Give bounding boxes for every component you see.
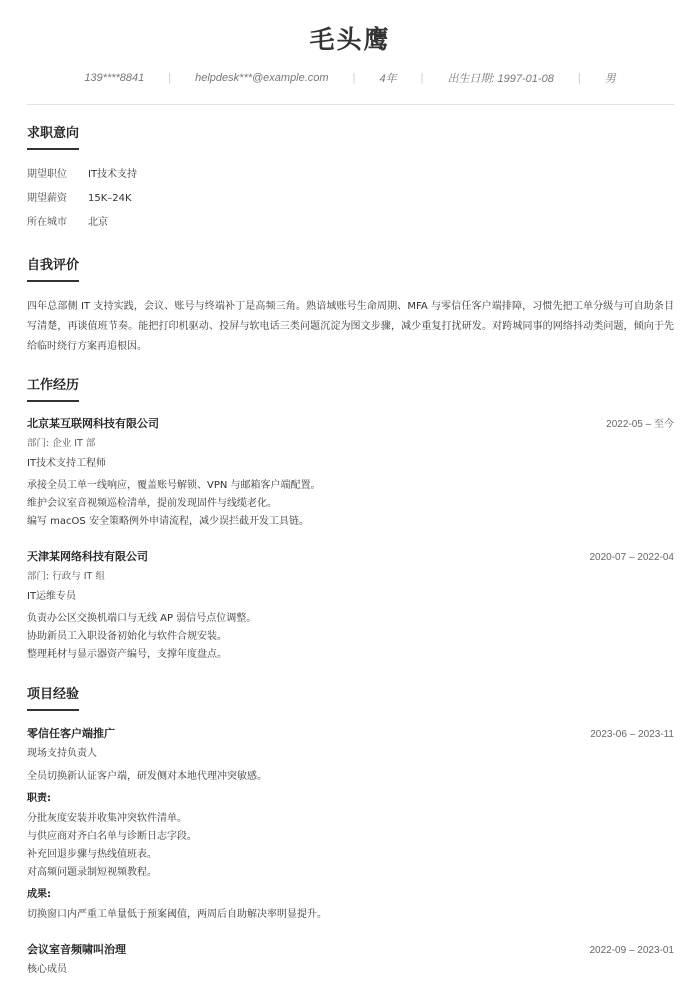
intent-label: 所在城市: [27, 217, 67, 228]
work-bullets: [27, 610, 256, 664]
project-result: 切换窗口内严重工单量低于预案阈值，两周后自助解决率明显提升。: [27, 909, 327, 920]
work-bullet: 协助新员工入职设备初始化与软件合规安装。: [27, 631, 227, 642]
work-role: IT技术支持工程师: [27, 458, 107, 469]
project-results: [27, 906, 327, 924]
work-company: 北京某互联网科技有限公司: [27, 417, 159, 430]
birth-date: 出生日期: 1997-01-08: [447, 73, 554, 85]
section-title-self-eval: 自我评价: [27, 258, 80, 273]
section-title-projects: 项目经验: [27, 687, 80, 702]
self-eval-text: 四年总部侧 IT 支持实践，会议、账号与终端补丁是高频三角。熟谙域账号生命周期、MFA 与零信任客户端排障，习惯先把工单分级与可自助条目写清楚，再谈值班节奏。能把打印机驱动、投屏与软电话三类问题沉淀为图文步骤，减少重复打扰研发。对跨城同事的网络抖动类问题，倾向于先给临时绕行方案再追根因。: [27, 301, 674, 352]
work-department: 部门: 企业 IT 部: [27, 438, 96, 449]
work-bullet: 承接全员工单一线响应，覆盖账号解锁、VPN 与邮箱客户端配置。: [27, 480, 321, 491]
contact-bar: [0, 70, 700, 86]
project-date: 2022-09 – 2023-01: [589, 945, 674, 956]
email: helpdesk***@example.com: [195, 72, 329, 84]
project-duties: [27, 810, 197, 882]
intent-label: 期望薪资: [27, 193, 67, 204]
contact-separator: |: [352, 72, 356, 84]
section-title-intent: 求职意向: [27, 126, 80, 141]
work-bullet: 负责办公区交换机端口与无线 AP 弱信号点位调整。: [27, 613, 257, 624]
work-date: 2020-07 – 2022-04: [589, 552, 674, 563]
project-name: 零信任客户端推广: [27, 727, 115, 740]
experience-years: 4年: [379, 73, 397, 85]
project-duty: 补充回退步骤与热线值班表。: [27, 849, 157, 860]
work-bullet: 整理耗材与显示器资产编号，支撑年度盘点。: [27, 649, 227, 660]
work-department: 部门: 行政与 IT 组: [27, 571, 105, 582]
contact-separator: |: [168, 72, 172, 84]
work-company: 天津某网络科技有限公司: [27, 550, 148, 563]
intent-value: 北京: [88, 217, 108, 228]
project-date: 2023-06 – 2023-11: [590, 729, 674, 740]
contact-separator: |: [420, 72, 424, 84]
project-role: 核心成员: [27, 964, 67, 975]
gender: 男: [604, 73, 616, 85]
candidate-name: 毛头鹰: [309, 25, 391, 54]
section-underline: [27, 709, 79, 711]
project-duties-label: 职责:: [27, 793, 51, 804]
project-results-label: 成果:: [27, 889, 51, 900]
work-bullet: 编写 macOS 安全策略例外申请流程，减少误拦截开发工具链。: [27, 516, 309, 527]
project-duty: 对高频问题录制短视频教程。: [27, 867, 157, 878]
phone: 139****8841: [84, 72, 145, 84]
work-bullet: 维护会议室音视频巡检清单，提前发现固件与线缆老化。: [27, 498, 277, 509]
intent-label: 期望职位: [27, 169, 67, 180]
project-summary: 全员切换新认证客户端，研发侧对本地代理冲突敏感。: [27, 771, 267, 782]
intent-row-city: [27, 216, 108, 230]
intent-row-position: [27, 168, 137, 182]
section-title-work: 工作经历: [27, 378, 80, 393]
section-underline: [27, 148, 79, 150]
project-duty: 与供应商对齐白名单与诊断日志字段。: [27, 831, 197, 842]
work-date: 2022-05 – 至今: [606, 419, 674, 430]
contact-separator: |: [577, 72, 581, 84]
project-duty: 分批灰度安装并收集冲突软件清单。: [27, 813, 187, 824]
intent-value: IT技术支持: [88, 169, 138, 180]
intent-value: 15K–24K: [88, 193, 132, 204]
work-bullets: [27, 477, 321, 531]
project-role: 现场支持负责人: [27, 748, 97, 759]
section-underline: [27, 280, 79, 282]
work-role: IT运维专员: [27, 591, 77, 602]
header-divider: [27, 104, 674, 105]
intent-row-salary: [27, 192, 132, 206]
project-name: 会议室音频啸叫治理: [27, 943, 126, 956]
section-underline: [27, 400, 79, 402]
